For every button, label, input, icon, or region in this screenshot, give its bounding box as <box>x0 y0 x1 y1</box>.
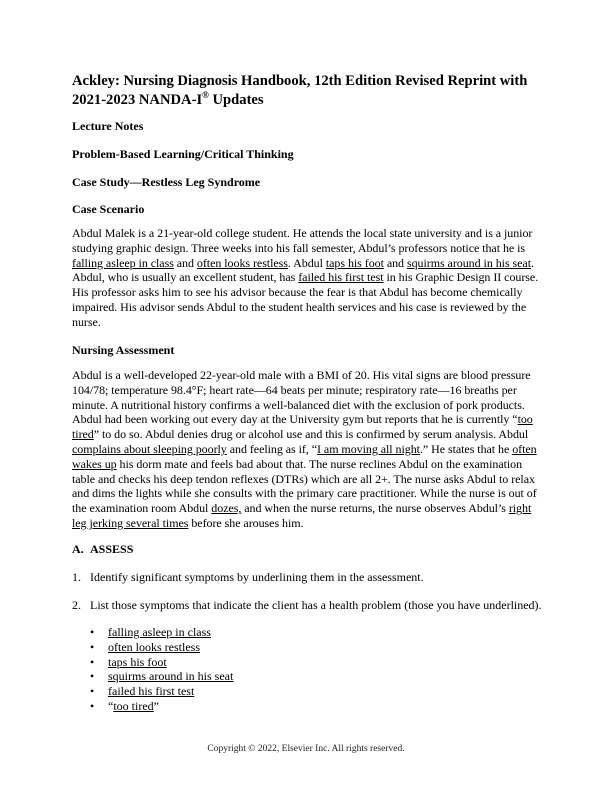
list-item: • taps his foot <box>90 654 167 669</box>
bullet-icon: • <box>90 684 95 699</box>
underlined-symptom: often looks restless <box>196 255 288 270</box>
document-title: Ackley: Nursing Diagnosis Handbook, 12th Edition Revised Reprint with 2021-2023 NANDA-I® Updates <box>72 73 528 108</box>
underlined-symptom: often wakes up <box>72 441 537 471</box>
underlined-symptom: too tired <box>72 412 533 442</box>
bullet-icon: • <box>90 639 95 654</box>
nursing-assessment-paragraph: Abdul is a well-developed 22-year-old male with a BMI of 20. His vital signs are blood pressure 104/78; temperature 98.4°F; heart rate—64 beats per minute; respiratory rate—16 breaths per minute. A nutritional history confirms a well-balanced diet with the exclusion of pork products. Abdul had been working out every day at the University gym but reports that he is currently “too tired” to do so. Abdul denies drug or alcohol use and this is confirmed by serum analysis. Abdul complains about sleeping poorly and feeling as if, “I am moving all night.” He states that he often wakes up his dorm mate and feels bad about that. The nurse reclines Abdul on the examination table and checks his deep tendon reflexes (DTRs) which are all 2+. The nurse asks Abdul to relax and dims the lights while she consults with the primary care practitioner. While the nurse is out of the examination room Abdul dozes, and when the nurse returns, the nurse observes Abdul’s right leg jerking several times before she arouses him. <box>72 368 537 530</box>
bullet-icon: • <box>90 669 95 684</box>
heading-nursing-assessment: Nursing Assessment <box>72 343 175 357</box>
bullet-icon: • <box>90 654 95 669</box>
heading-case-study: Case Study—Restless Leg Syndrome <box>72 175 261 189</box>
heading-problem-based-learning: Problem-Based Learning/Critical Thinking <box>72 147 294 161</box>
underlined-symptom: complains about sleeping poorly <box>72 441 227 456</box>
underlined-symptom: falling asleep in class <box>72 255 174 270</box>
underlined-symptom: right leg jerking several times <box>72 501 532 530</box>
bullet-icon: • <box>90 625 95 639</box>
list-item: • squirms around in his seat <box>90 669 234 684</box>
underlined-symptom: I am moving all night <box>317 441 420 456</box>
section-a-heading: A. ASSESS <box>72 542 134 556</box>
list-item: • failed his first test <box>90 684 195 699</box>
list-item: • falling asleep in class <box>90 625 211 639</box>
copyright-footer: Copyright © 2022, Elsevier Inc. All rights reserved. <box>207 744 405 754</box>
list-item: • “too tired” <box>90 698 159 713</box>
underlined-symptom: failed his first test <box>298 270 384 285</box>
registered-mark: ® <box>202 90 209 101</box>
question-2: 2. List those symptoms that indicate the client has a health problem (those you have underlined). <box>72 598 542 612</box>
underlined-symptom: squirms around in his seat <box>406 255 531 270</box>
underlined-symptom: dozes, <box>211 501 242 516</box>
heading-lecture-notes: Lecture Notes <box>72 119 144 133</box>
list-item: • often looks restless <box>90 639 200 654</box>
question-1: 1. Identify significant symptoms by underlining them in the assessment. <box>72 570 424 584</box>
underlined-symptom: taps his foot <box>325 255 384 270</box>
bullet-icon: • <box>90 698 95 713</box>
case-scenario-paragraph: Abdul Malek is a 21-year-old college student. He attends the local state university and is a junior studying graphic design. Three weeks into his fall semester, Abdul’s professors notice that he is falling asleep in class and often looks restless. Abdul taps his foot and squirms around in his seat. Abdul, who is usually an excellent student, has failed his first test in his Graphic Design II course. His professor asks him to see his advisor because the fear is that Abdul has become chemically impaired. His advisor sends Abdul to the student health services and his case is reviewed by the nurse. <box>72 226 539 329</box>
heading-case-scenario: Case Scenario <box>72 202 145 216</box>
symptom-list <box>90 625 233 714</box>
